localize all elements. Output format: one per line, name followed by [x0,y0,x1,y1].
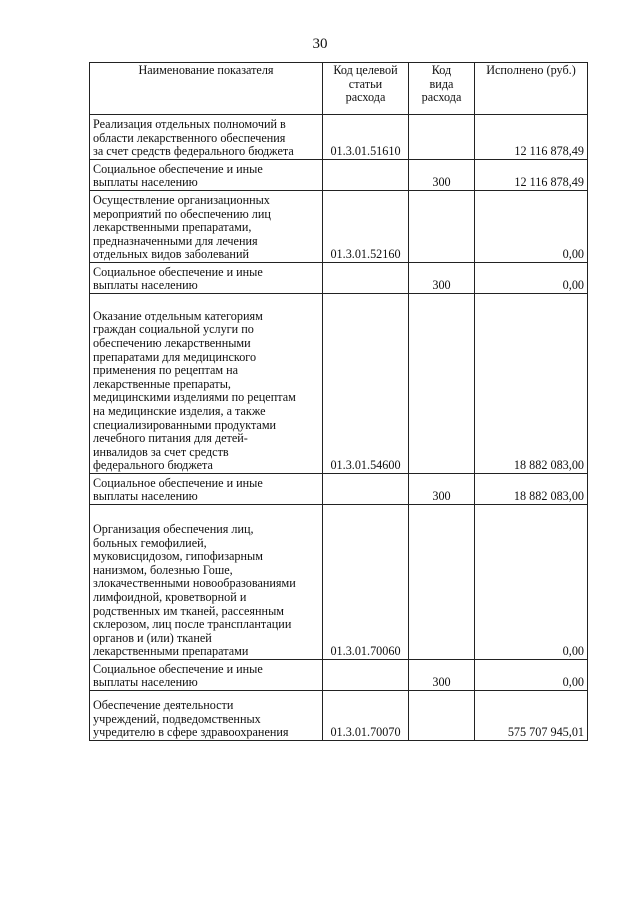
row-sum: 12 116 878,49 [475,160,588,191]
row-name: Социальное обеспечение и иные выплаты населению [90,474,323,505]
row-type [409,191,475,263]
row-sum: 0,00 [475,191,588,263]
row-name: Обеспечение деятельности учреждений, подведомственных учредителю в сфере здравоохранения [90,691,323,741]
row-code [323,160,409,191]
row-sum: 0,00 [475,660,588,691]
table-row [90,191,588,263]
table-row [90,660,588,691]
row-code: 01.3.01.52160 [323,191,409,263]
row-type [409,691,475,741]
row-name: Социальное обеспечение и иные выплаты населению [90,160,323,191]
table-row [90,505,588,660]
header-sum: Исполнено (руб.) [475,63,588,115]
row-code: 01.3.01.70070 [323,691,409,741]
row-sum: 0,00 [475,505,588,660]
expenditure-table [89,62,588,741]
row-code [323,474,409,505]
table-row [90,474,588,505]
row-sum: 18 882 083,00 [475,474,588,505]
row-name: Социальное обеспечение и иные выплаты населению [90,660,323,691]
row-type: 300 [409,660,475,691]
header-name: Наименование показателя [90,63,323,115]
row-code [323,660,409,691]
row-name: Организация обеспечения лиц, больных гемофилией, муковисцидозом, гипофизарным нанизмом, болезнью Гоше, злокачественными новообразованиями лимфоидной, кроветворной и родственных им тканей, рассеянным склерозом, лиц после трансплантации органов и (или) тканей лекарственными препаратами [90,505,323,660]
table-row [90,160,588,191]
table-header-row [90,63,588,115]
header-type: Код вида расхода [409,63,475,115]
row-code [323,263,409,294]
row-type [409,505,475,660]
table-row [90,263,588,294]
row-name: Социальное обеспечение и иные выплаты населению [90,263,323,294]
row-sum: 12 116 878,49 [475,115,588,160]
row-code: 01.3.01.70060 [323,505,409,660]
table-body [90,115,588,741]
row-name: Оказание отдельным категориям граждан социальной услуги по обеспечению лекарственными препаратами для медицинского применения по рецептам на лекарственные препараты, медицинскими изделиями по рецептам на медицинские изделия, а также специализированными продуктами лечебного питания для детей- инвалидов за счет средств федерального бюджета [90,294,323,474]
row-type [409,115,475,160]
row-sum: 0,00 [475,263,588,294]
row-type [409,294,475,474]
row-name: Осуществление организационных мероприятий по обеспечению лиц лекарственными препаратами, предназначенными для лечения отдельных видов заболеваний [90,191,323,263]
row-type: 300 [409,160,475,191]
table-row [90,691,588,741]
row-type: 300 [409,263,475,294]
row-sum: 18 882 083,00 [475,294,588,474]
page-number: 30 [312,36,328,52]
row-code: 01.3.01.51610 [323,115,409,160]
row-code: 01.3.01.54600 [323,294,409,474]
table-row [90,294,588,474]
row-name: Реализация отдельных полномочий в области лекарственного обеспечения за счет средств федерального бюджета [90,115,323,160]
row-type: 300 [409,474,475,505]
header-code: Код целевой статьи расхода [323,63,409,115]
table-row [90,115,588,160]
row-sum: 575 707 945,01 [475,691,588,741]
